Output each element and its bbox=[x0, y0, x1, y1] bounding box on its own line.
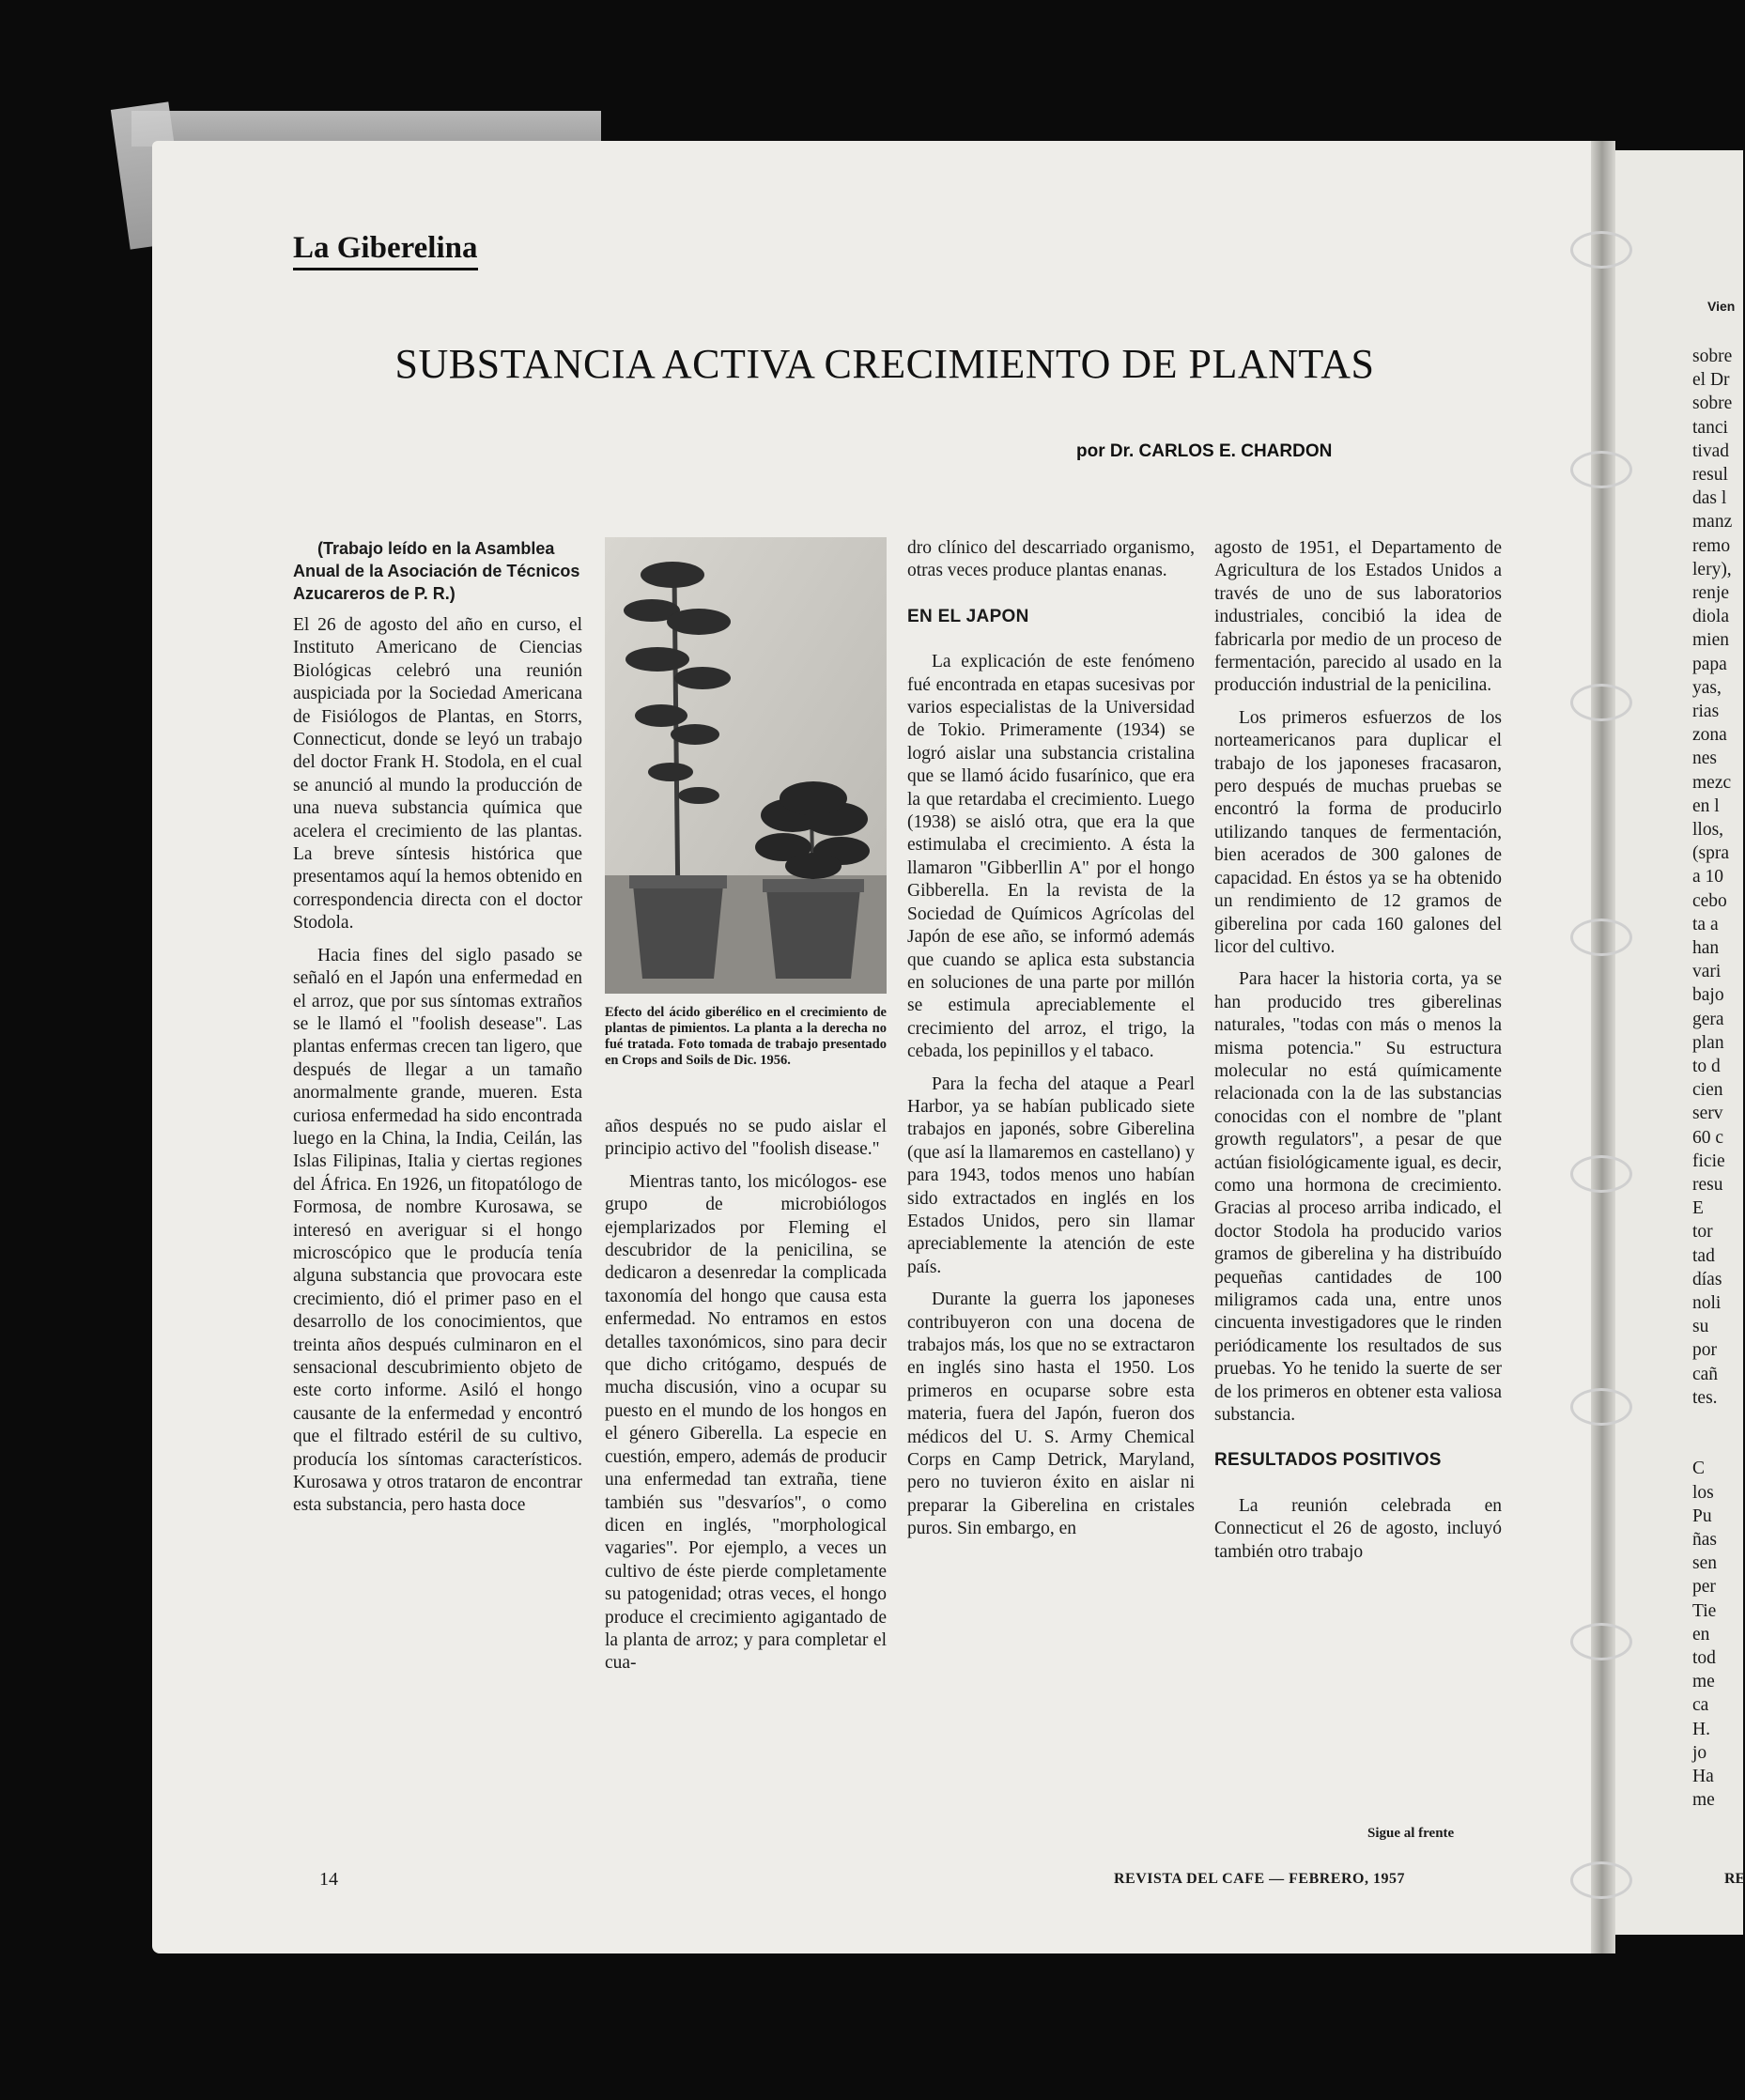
paragraph: Para la fecha del ataque a Pearl Harbor, ya se habían publicado siete trabajos en japonés, sobre Giberelina (que así la llamaremos en castellano) y para 1943, todos menos uno habían sido extractados en inglés en los Estados Unidos, pero sin llamar apreciablemente la atención de este país. bbox=[907, 1073, 1195, 1277]
facing-page-line: diola bbox=[1692, 607, 1729, 627]
facing-page-line: nes bbox=[1692, 749, 1717, 769]
facing-page-line: días bbox=[1692, 1269, 1722, 1289]
facing-page-line: por bbox=[1692, 1340, 1717, 1361]
facing-page-line: manz bbox=[1692, 512, 1733, 533]
pepper-plants-image bbox=[605, 537, 887, 994]
facing-page-line: zona bbox=[1692, 725, 1727, 746]
facing-page-line: en l bbox=[1692, 795, 1720, 816]
binder-ring bbox=[1570, 919, 1632, 956]
facing-page-line: el Dr bbox=[1692, 370, 1730, 391]
article-title: SUBSTANCIA ACTIVA CRECIMIENTO DE PLANTAS bbox=[394, 341, 1375, 387]
author-byline: por Dr. CARLOS E. CHARDON bbox=[1076, 441, 1333, 461]
facing-page-line: tor bbox=[1692, 1222, 1713, 1243]
page-footer: REVISTA DEL CAFE — FEBRERO, 1957 bbox=[1114, 1871, 1405, 1887]
facing-page-line: Pu bbox=[1692, 1506, 1712, 1526]
facing-page-line: to d bbox=[1692, 1057, 1721, 1076]
facing-page-line: tivad bbox=[1692, 440, 1729, 461]
facing-page-line: 60 c bbox=[1692, 1127, 1724, 1148]
binder-ring bbox=[1570, 1623, 1632, 1660]
facing-page-line: E bbox=[1692, 1198, 1704, 1219]
facing-page-line: cien bbox=[1692, 1080, 1723, 1101]
facing-page-line: (spra bbox=[1692, 843, 1729, 864]
facing-page-line: ca bbox=[1692, 1695, 1709, 1716]
facing-page-line: cebo bbox=[1692, 890, 1727, 911]
continued-note: Sigue al frente bbox=[1367, 1826, 1455, 1841]
facing-page-line: ta a bbox=[1692, 914, 1719, 934]
subheading-en-el-japon: EN EL JAPON bbox=[907, 606, 1029, 626]
facing-page-line: resul bbox=[1692, 465, 1728, 485]
subheading-resultados-positivos: RESULTADOS POSITIVOS bbox=[1214, 1450, 1442, 1471]
paragraph: años después no se pudo aislar el principio activo del "foolish disease." bbox=[605, 1117, 887, 1160]
facing-page-line: H. bbox=[1692, 1719, 1710, 1739]
paragraph: La explicación de este fenómeno fué encontrada en etapas sucesivas por varios especialistas de la Universidad de Tokio. Primeramente (1934) se logró aislar una substancia cristalina que se llamó ácido fusarínico, que era la que retardaba el crecimiento. Luego (1938) se aisló otra, que era la que estimulaba el crecimiento. A ésta la llamaron "Gibberllin A" por el hongo Gibberella. En la revista de la Sociedad de Químicos Agrícolas del Japón de ese año, se informó además que cuando se aplica esta substancia en soluciones de una parte por millón se estimula apreciablemente el crecimiento del arroz, el trigo, la cebada, los pepinillos y el tabaco. bbox=[907, 652, 1195, 1062]
facing-page-line: mien bbox=[1692, 630, 1729, 651]
facing-page-line: tad bbox=[1692, 1245, 1715, 1266]
paragraph: La reunión celebrada en Connecticut el 26 de agosto, incluyó también otro trabajo bbox=[1214, 1495, 1502, 1562]
facing-page-line: sobre bbox=[1692, 394, 1733, 414]
facing-page-line: renje bbox=[1692, 583, 1729, 603]
binder-ring bbox=[1570, 1388, 1632, 1426]
binder-ring bbox=[1570, 684, 1632, 721]
paragraph: dro clínico del descarriado organismo, otras veces produce plantas enanas. bbox=[907, 538, 1195, 581]
facing-page-line: tanci bbox=[1692, 417, 1728, 438]
facing-page-line: a 10 bbox=[1692, 867, 1724, 888]
facing-page-footer: RE bbox=[1724, 1871, 1745, 1887]
paragraph: Los primeros esfuerzos de los norteamericanos para duplicar el trabajo de los japoneses fracasaron, pero después de muchas pruebas se encontró la forma de producirlo utilizando tanques de fermentación, bien acerados de 300 galones de capacidad. En éstos ya se ha obtenido un rendimiento de 12 gramos de giberelina por cada 160 galones del licor del cultivo. bbox=[1214, 707, 1502, 957]
page-number: 14 bbox=[319, 1869, 338, 1890]
facing-page-line: bajo bbox=[1692, 985, 1724, 1006]
binder-ring bbox=[1570, 451, 1632, 488]
paragraph: Durante la guerra los japoneses contribuyeron con una docena de trabajos más, los que no se extractaron en inglés sino hasta el 1950. Los primeros en ocuparse sobre esta materia, fuera del Japón, fueron dos médicos del U. S. Army Chemical Corps en Camp Detrick, Maryland, pero no tuvieron éxito en aislar ni preparar la Giberelina en cristales puros. Sin embargo, en bbox=[907, 1289, 1195, 1539]
facing-page-line: sen bbox=[1692, 1553, 1717, 1574]
facing-page-line: tod bbox=[1692, 1648, 1716, 1668]
facing-page-line: lery), bbox=[1692, 559, 1732, 579]
facing-page-line: resu bbox=[1692, 1175, 1723, 1195]
facing-page-line: han bbox=[1692, 938, 1720, 958]
facing-page-line: das l bbox=[1692, 488, 1727, 509]
facing-page-line: sobre bbox=[1692, 347, 1733, 366]
paragraph: El 26 de agosto del año en curso, el Instituto Americano de Ciencias Biológicas celebró una reunión auspiciada por la Sociedad Americana de Fisiólogos de Plantas, en Storrs, Connecticut, donde se leyó un trabajo del doctor Frank H. Stodola, en el cual se anunció al mundo la producción de una nueva substancia química que acelera el crecimiento de las plantas. La breve síntesis histórica que presentamos aquí la hemos obtenido en correspondencia directa con el doctor Stodola. bbox=[293, 615, 582, 934]
facing-page-line: ñas bbox=[1692, 1530, 1717, 1550]
plant-photo bbox=[605, 537, 887, 994]
facing-page-line: mezc bbox=[1692, 772, 1732, 793]
section-title: La Giberelina bbox=[293, 231, 478, 270]
facing-page-line: vari bbox=[1692, 962, 1722, 982]
facing-page-line: jo bbox=[1692, 1742, 1707, 1763]
facing-page-line: en bbox=[1692, 1624, 1710, 1644]
facing-page-line: gera bbox=[1692, 1009, 1724, 1029]
facing-page-line: su bbox=[1692, 1317, 1709, 1337]
facing-page-line: plan bbox=[1692, 1032, 1724, 1053]
binder-ring bbox=[1570, 231, 1632, 269]
column-2 bbox=[605, 1116, 887, 1675]
facing-page-line: per bbox=[1692, 1577, 1716, 1598]
column-1 bbox=[293, 537, 582, 1518]
facing-page-line: rias bbox=[1692, 702, 1720, 721]
facing-page-line: me bbox=[1692, 1790, 1715, 1811]
facing-page-line: cañ bbox=[1692, 1364, 1719, 1384]
facing-page-line: ficie bbox=[1692, 1150, 1725, 1171]
facing-page-line: noli bbox=[1692, 1293, 1722, 1313]
facing-page-line: me bbox=[1692, 1672, 1715, 1692]
facing-page-line: tes. bbox=[1692, 1387, 1718, 1408]
facing-page-line: llos, bbox=[1692, 820, 1724, 840]
facing-page-line: yas, bbox=[1692, 677, 1722, 698]
facing-page-line: papa bbox=[1692, 654, 1727, 674]
facing-page-line: Ha bbox=[1692, 1767, 1714, 1786]
binding-spine bbox=[1591, 141, 1615, 1953]
photo-caption: Efecto del ácido giberélico en el crecimiento de plantas de pimientos. La planta a la derecha no fué tratada. Foto tomada de trabajo presentado en Crops and Soils de Dic. 1956. bbox=[605, 1005, 887, 1068]
binder-ring bbox=[1570, 1861, 1632, 1899]
column-3 bbox=[907, 537, 1195, 1541]
paragraph: Para hacer la historia corta, ya se han producido tres giberelinas naturales, "todas con más o menos la misma potencia." Su estructura molecular no está químicamente relacionada con la de las substancias conocidas con el nombre de "plant growth regulators", a pesar de que actúan fisiológicamente igual, es decir, como una hormona de crecimiento. Gracias al proceso arriba indicado, el doctor Stodola ha producido varios gramos de giberelina y ha distribuído pequeñas cantidades de 100 miligramos cada una, entre unos cincuenta investigadores que le rinden periódicamente los resultados de sus pruebas. Yo he tenido la suerte de ser de los primeros en obtener esta valiosa substancia. bbox=[1214, 969, 1502, 1426]
intro-note: (Trabajo leído en la Asamblea Anual de la Asociación de Técnicos Azucareros de P. R.) bbox=[293, 539, 580, 603]
facing-page-line: remo bbox=[1692, 535, 1731, 556]
binder-ring bbox=[1570, 1155, 1632, 1193]
paragraph: Hacia fines del siglo pasado se señaló en el Japón una enfermedad en el arroz, que por sus síntomas extraños se le llamó el "foolish desease". Las plantas enfermas crecen tan ligero, que después de llegar a un tamaño anormalmente grande, mueren. Esta curiosa enfermedad ha sido encontrada luego en la China, la India, Ceilán, las Islas Filipinas, Italia y ciertas regiones del África. En 1926, un fitopatólogo de Formosa, de nombre Kurosawa, se interesó en averiguar si el hongo microscópico que le producía tenía alguna substancia que provocara este crecimiento, dió el primer paso en el desarrollo de los conocimientos, que treinta años después culminaron en el sensacional descubrimiento objeto de este corto informe. Asiló el hongo causante de la enfermedad y encontró que el filtrado estéril de su cultivo, producía los síntomas característicos. Kurosawa y otros trataron de encontrar esta substancia, pero hasta doce bbox=[293, 945, 582, 1516]
facing-page-line: los bbox=[1692, 1482, 1714, 1503]
facing-page-line: serv bbox=[1692, 1104, 1723, 1124]
facing-page-line: C bbox=[1692, 1459, 1706, 1479]
paragraph: agosto de 1951, el Departamento de Agricultura de los Estados Unidos a través de uno de sus laboratorios industriales, concibió la idea de fabricarla por medio de un proceso de fermentación, parecido al usado en la producción industrial de la penicilina. bbox=[1214, 538, 1502, 696]
facing-page-line: Tie bbox=[1692, 1600, 1717, 1621]
column-4 bbox=[1214, 537, 1502, 1564]
facing-page-header: Vien bbox=[1707, 299, 1736, 314]
paragraph: Mientras tanto, los micólogos- ese grupo de microbiólogos ejemplarizados por Fleming el descubridor de la penicilina, se dedicaron a desenredar la complicada taxonomía del hongo que causa esta enfermedad. No entramos en estos detalles taxonómicos, sino para decir que dicho critógamo, después de mucha discusión, vino a ocupar su puesto en el mundo de los hongos en el género Giberella. La especie en cuestión, empero, además de producir una enfermedad tan extraña, tiene también sus "desvaríos", o como dicen en inglés, "morphological vagaries". Por ejemplo, a veces un cultivo de éste pierde completamente su patogenidad; otras veces, el hongo produce el crecimiento agigantado de la planta de arroz; y para completar el cua- bbox=[605, 1171, 887, 1674]
